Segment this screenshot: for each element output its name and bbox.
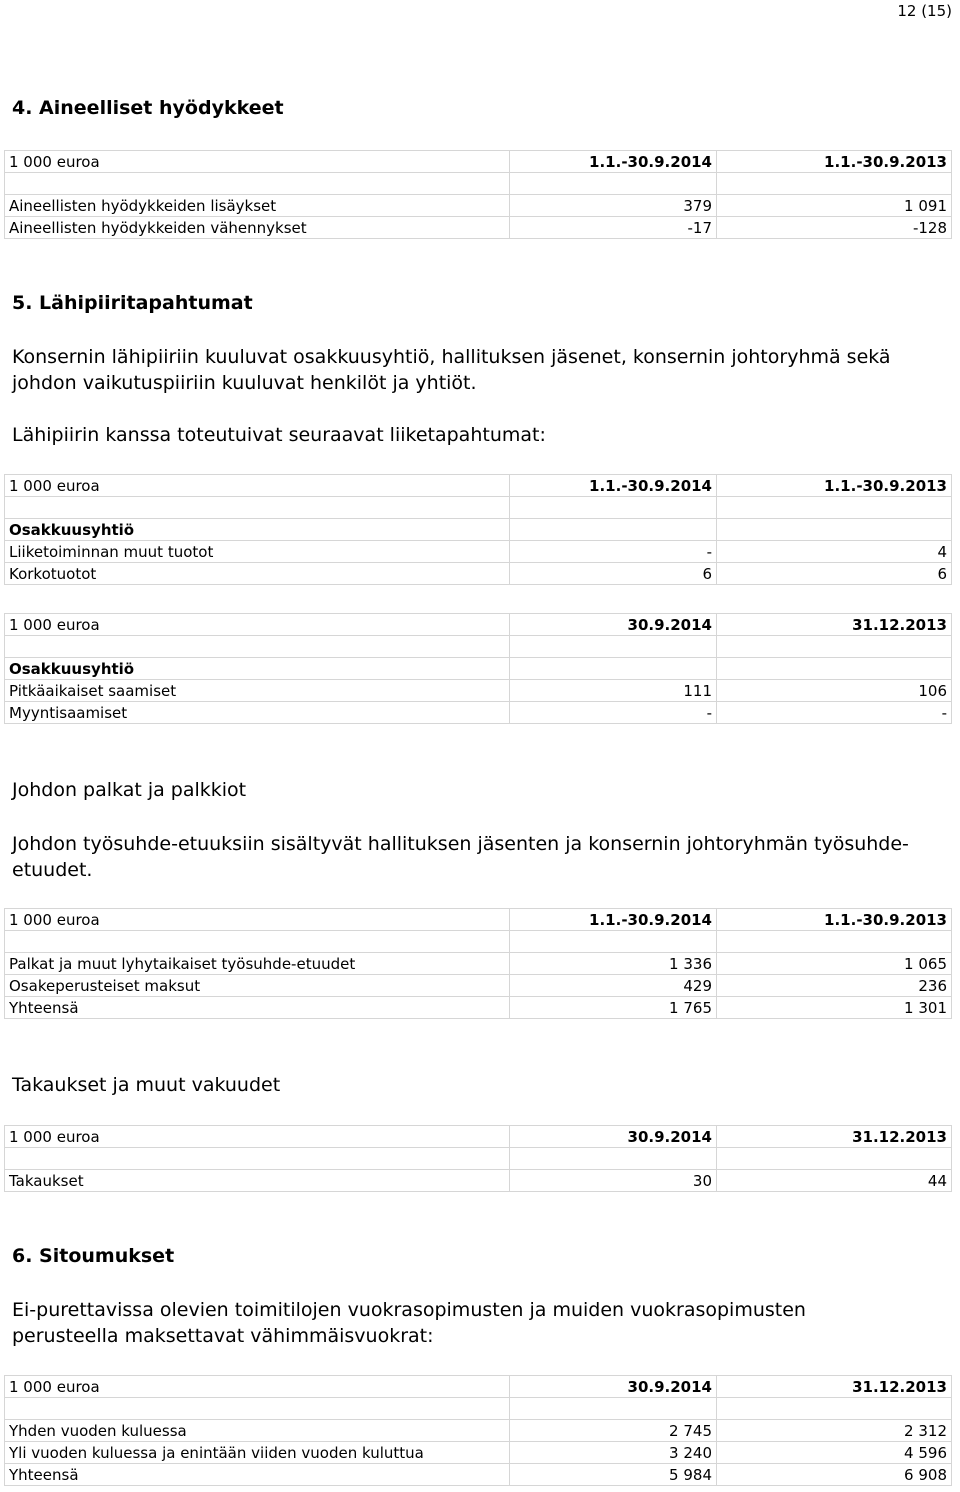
table-header-row xyxy=(5,909,952,931)
row-value-current: 2 745 xyxy=(510,1420,717,1442)
guarantees-title: Takaukset ja muut vakuudet xyxy=(12,1074,281,1096)
row-value-previous: 1 065 xyxy=(717,953,952,975)
table-row xyxy=(5,1420,952,1442)
column-header-previous: 31.12.2013 xyxy=(717,614,952,636)
row-value-previous: 4 xyxy=(717,541,952,563)
management-pay-text: Johdon työsuhde-etuuksiin sisältyvät hallituksen jäsenten ja konsernin johtoryhmän työsuhde-etuudet. xyxy=(12,833,909,881)
related-balances-table xyxy=(4,613,952,724)
table-row xyxy=(5,1170,952,1192)
table-row xyxy=(5,1442,952,1464)
row-value-previous: 106 xyxy=(717,680,952,702)
row-label: Yhden vuoden kuluessa xyxy=(5,1420,510,1442)
row-value-previous: -128 xyxy=(717,217,952,239)
section-6-title: 6. Sitoumukset xyxy=(12,1245,175,1267)
row-value-current: 5 984 xyxy=(510,1464,717,1486)
column-header-previous: 1.1.-30.9.2013 xyxy=(717,909,952,931)
table-row xyxy=(5,195,952,217)
row-value-current: 429 xyxy=(510,975,717,997)
section-4-title: 4. Aineelliset hyödykkeet xyxy=(12,97,284,119)
table-header-row xyxy=(5,475,952,497)
blank-row xyxy=(5,497,952,519)
column-header-current: 30.9.2014 xyxy=(510,1376,717,1398)
column-header-current: 30.9.2014 xyxy=(510,614,717,636)
table-row xyxy=(5,953,952,975)
row-label: Palkat ja muut lyhytaikaiset työsuhde-etuudet xyxy=(5,953,510,975)
column-header-previous: 31.12.2013 xyxy=(717,1126,952,1148)
table-row xyxy=(5,975,952,997)
unit-label: 1 000 euroa xyxy=(5,909,510,931)
row-value-current: 111 xyxy=(510,680,717,702)
row-label: Osakeperusteiset maksut xyxy=(5,975,510,997)
row-value-previous: 4 596 xyxy=(717,1442,952,1464)
unit-label: 1 000 euroa xyxy=(5,475,510,497)
column-header-current: 30.9.2014 xyxy=(510,1126,717,1148)
row-value-previous: 2 312 xyxy=(717,1420,952,1442)
column-header-current: 1.1.-30.9.2014 xyxy=(510,475,717,497)
group-row xyxy=(5,519,952,541)
guarantees-table xyxy=(4,1125,952,1192)
table-row xyxy=(5,217,952,239)
column-header-previous: 31.12.2013 xyxy=(717,1376,952,1398)
blank-row xyxy=(5,636,952,658)
row-value-current: 6 xyxy=(510,563,717,585)
related-transactions-table xyxy=(4,474,952,585)
row-value-current: -17 xyxy=(510,217,717,239)
row-label: Yhteensä xyxy=(5,997,510,1019)
related-parties-intro: Konsernin lähipiiriin kuuluvat osakkuusyhtiö, hallituksen jäsenet, konsernin johtoryhmä sekä johdon vaikutuspiiriin kuuluvat henkilöt ja yhtiöt. xyxy=(12,346,891,394)
row-value-previous: 1 301 xyxy=(717,997,952,1019)
blank-row xyxy=(5,1148,952,1170)
row-value-current: - xyxy=(510,702,717,724)
row-value-current: 379 xyxy=(510,195,717,217)
group-row xyxy=(5,658,952,680)
row-value-previous: - xyxy=(717,702,952,724)
row-label: Aineellisten hyödykkeiden lisäykset xyxy=(5,195,510,217)
row-value-current: 1 765 xyxy=(510,997,717,1019)
row-label: Yli vuoden kuluessa ja enintään viiden vuoden kuluttua xyxy=(5,1442,510,1464)
tangible-assets-table xyxy=(4,150,952,239)
management-pay-table xyxy=(4,908,952,1019)
row-label: Pitkäaikaiset saamiset xyxy=(5,680,510,702)
column-header-previous: 1.1.-30.9.2013 xyxy=(717,151,952,173)
table-header-row xyxy=(5,1126,952,1148)
column-header-previous: 1.1.-30.9.2013 xyxy=(717,475,952,497)
table-row xyxy=(5,1464,952,1486)
row-value-previous: 6 xyxy=(717,563,952,585)
group-label: Osakkuusyhtiö xyxy=(5,658,510,680)
row-label: Myyntisaamiset xyxy=(5,702,510,724)
unit-label: 1 000 euroa xyxy=(5,1126,510,1148)
column-header-current: 1.1.-30.9.2014 xyxy=(510,151,717,173)
blank-row xyxy=(5,931,952,953)
table-row xyxy=(5,680,952,702)
unit-label: 1 000 euroa xyxy=(5,1376,510,1398)
row-value-current: 3 240 xyxy=(510,1442,717,1464)
commitments-text: Ei-purettavissa olevien toimitilojen vuokrasopimusten ja muiden vuokrasopimusten perusteella maksettavat vähimmäisvuokrat: xyxy=(12,1299,806,1347)
row-value-previous: 1 091 xyxy=(717,195,952,217)
row-label: Korkotuotot xyxy=(5,563,510,585)
section-5-title: 5. Lähipiiritapahtumat xyxy=(12,292,253,314)
blank-row xyxy=(5,173,952,195)
group-label: Osakkuusyhtiö xyxy=(5,519,510,541)
table-header-row xyxy=(5,614,952,636)
related-transactions-subtitle: Lähipiirin kanssa toteutuivat seuraavat liiketapahtumat: xyxy=(12,424,546,446)
page-number: 12 (15) xyxy=(897,2,952,20)
row-label: Aineellisten hyödykkeiden vähennykset xyxy=(5,217,510,239)
table-row xyxy=(5,563,952,585)
row-label: Liiketoiminnan muut tuotot xyxy=(5,541,510,563)
blank-row xyxy=(5,1398,952,1420)
row-value-current: - xyxy=(510,541,717,563)
table-header-row xyxy=(5,1376,952,1398)
table-row xyxy=(5,997,952,1019)
row-value-previous: 236 xyxy=(717,975,952,997)
table-header-row xyxy=(5,151,952,173)
lease-commitments-table xyxy=(4,1375,952,1486)
table-row xyxy=(5,541,952,563)
row-value-previous: 6 908 xyxy=(717,1464,952,1486)
column-header-current: 1.1.-30.9.2014 xyxy=(510,909,717,931)
table-row xyxy=(5,702,952,724)
row-label: Takaukset xyxy=(5,1170,510,1192)
row-value-current: 30 xyxy=(510,1170,717,1192)
row-value-current: 1 336 xyxy=(510,953,717,975)
unit-label: 1 000 euroa xyxy=(5,151,510,173)
management-pay-title: Johdon palkat ja palkkiot xyxy=(12,779,247,801)
row-label: Yhteensä xyxy=(5,1464,510,1486)
row-value-previous: 44 xyxy=(717,1170,952,1192)
unit-label: 1 000 euroa xyxy=(5,614,510,636)
